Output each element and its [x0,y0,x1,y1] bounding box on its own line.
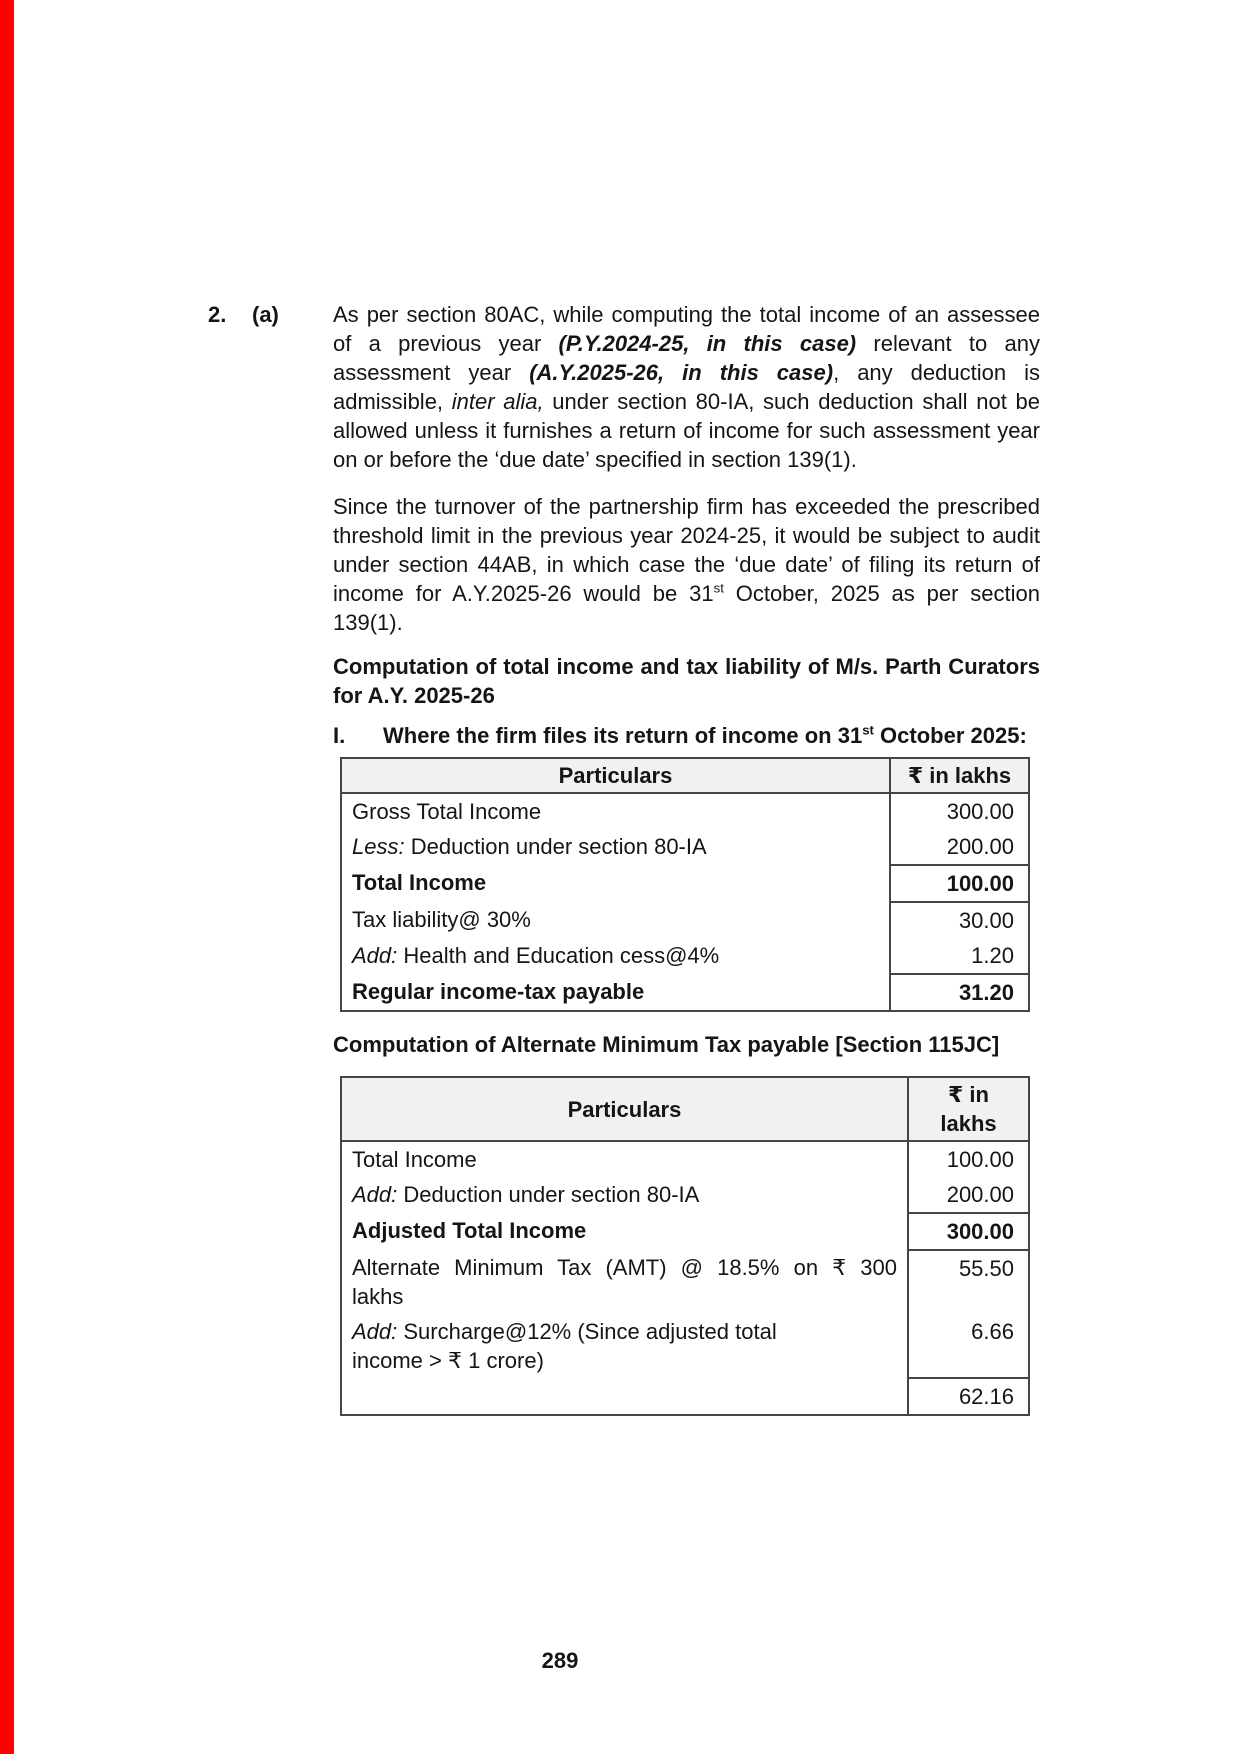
text-run: under section 80-IA, such deduction shall not be allowed unless it furnishes a return of income for such assessment year on or before the ‘due date’ specified in section 139(1). [333,389,1041,472]
particulars-cell [341,1378,908,1415]
subheading-text [383,721,1040,750]
amount-cell: 200.00 [908,1177,1029,1213]
particulars-cell [341,1141,908,1177]
text-run-italic: inter alia, [451,389,544,414]
label-text: Deduction under section 80-IA [397,1182,700,1207]
particulars-text [352,1145,897,1174]
label-text: Gross Total Income [352,799,542,824]
page-number: 289 [541,1648,579,1673]
table-header-row [341,758,1029,793]
italic-prefix: Add: [352,943,398,968]
label-text: Tax liability@ 30% [352,907,531,932]
particulars-cell [341,902,890,938]
amt-table [340,1076,1030,1416]
particulars-text [352,905,879,934]
regular-tax-table [340,757,1030,1012]
label-text: Alternate Minimum Tax (AMT) @ 18.5% on ₹ 300 [352,1255,897,1280]
label-text: Surcharge@12% (Since adjusted total [397,1319,777,1344]
particulars-text [352,797,879,826]
amount-cell: 200.00 [890,829,1029,865]
italic-prefix: Add: [352,1182,398,1207]
italic-prefix: Less: [352,834,405,859]
particulars-cell [341,938,890,974]
particulars-cell [341,829,890,865]
amount-cell: 30.00 [958,908,1014,933]
text-run: Since the turnover of the partnership firm has exceeded the prescribed threshold limit in the previous year 2024-25, it would be subject to audit under section 44AB, in which case the ‘due date’ of filing its return of income for A.Y.2025-26 would be 31 [333,494,1040,606]
list-marker-roman: I. [333,723,346,748]
label-text: Total Income [352,870,487,895]
particulars-text-line2: lakhs [352,1284,404,1309]
answer-block [208,300,1040,1416]
superscript-st: st [713,580,724,596]
table-row [341,793,1029,829]
text-run-bold-italic: (P.Y.2024-25, in this case) [558,331,857,356]
table-row [341,1250,1029,1314]
label-text: Adjusted Total Income [352,1218,587,1243]
particulars-text-line2: income > ₹ 1 crore) [352,1348,544,1373]
table-row [341,1378,1029,1415]
label-text: Health and Education cess@4% [397,943,720,968]
table-row [341,938,1029,974]
question-part: (a) [252,302,279,327]
text-run: Where the firm files its return of income on 31 [383,723,863,748]
particulars-text [352,941,879,970]
particulars-cell [341,1213,908,1250]
table-row [341,1314,1029,1378]
particulars-cell [341,793,890,829]
table-row [341,974,1029,1011]
particulars-cell [341,865,890,902]
amount-cell: 300.00 [946,799,1014,824]
superscript-st: st [862,722,874,738]
amount-column-header: ₹ in lakhs [908,1077,1029,1141]
question-number: 2. [208,302,227,327]
text-run: As per section 80AC, while computing the total income of an assessee of a previous year [333,302,1040,356]
table-row [341,865,1029,902]
amount-cell: 62.16 [958,1384,1014,1409]
particulars-text [352,868,879,897]
amount-cell: 300.00 [908,1213,1029,1250]
heading-computation-regular-tax: Computation of total income and tax liability of M/s. Parth Curators for A.Y. 2025-26 [333,654,1040,708]
amount-column-header: ₹ in lakhs [890,758,1029,793]
particulars-text [352,1381,897,1410]
particulars-text [352,1216,897,1245]
amount-cell: 100.00 [890,865,1029,902]
text-run: October 2025: [873,723,1027,748]
particulars-text [352,1253,897,1282]
label-text: Deduction under section 80-IA [404,834,707,859]
label-text: Total Income [352,1147,477,1172]
heading-computation-amt: Computation of Alternate Minimum Tax payable [Section 115JC] [333,1032,1000,1057]
particulars-column-header: Particulars [341,758,890,793]
amount-cell: 55.50 [958,1256,1014,1281]
paragraph-section-80ac [333,300,1040,474]
text-run-bold-italic: (A.Y.2025-26, in this case) [529,360,834,385]
paragraph-due-date [333,492,1040,637]
red-margin-stripe [0,0,14,1754]
table-header-row [341,1077,1029,1141]
particulars-text [352,1180,897,1209]
subheading-return-filed-31-october [333,721,1040,750]
particulars-column-header: Particulars [341,1077,908,1141]
text-run: , any deduction is admissible, [333,360,1040,414]
table-row [341,1177,1029,1213]
table-row [341,1141,1029,1177]
amount-cell: 100.00 [946,1147,1014,1172]
answer-body [333,300,1040,1416]
particulars-text [352,977,879,1006]
particulars-text [352,1317,897,1346]
label-text: Regular income-tax payable [352,979,645,1004]
particulars-cell [341,1314,908,1378]
text-run: relevant to any assessment year [333,331,1040,385]
particulars-cell [341,974,890,1011]
particulars-cell [341,1177,908,1213]
amount-cell: 31.20 [958,980,1014,1005]
particulars-text [352,832,879,861]
table-row [341,829,1029,865]
amount-cell: 6.66 [908,1314,1029,1378]
text-run: October, 2025 as per section 139(1). [333,581,1040,635]
table-row [341,1213,1029,1250]
italic-prefix: Add: [352,1319,398,1344]
amount-cell: 1.20 [890,938,1029,974]
particulars-cell [341,1250,908,1314]
table-row [341,902,1029,938]
